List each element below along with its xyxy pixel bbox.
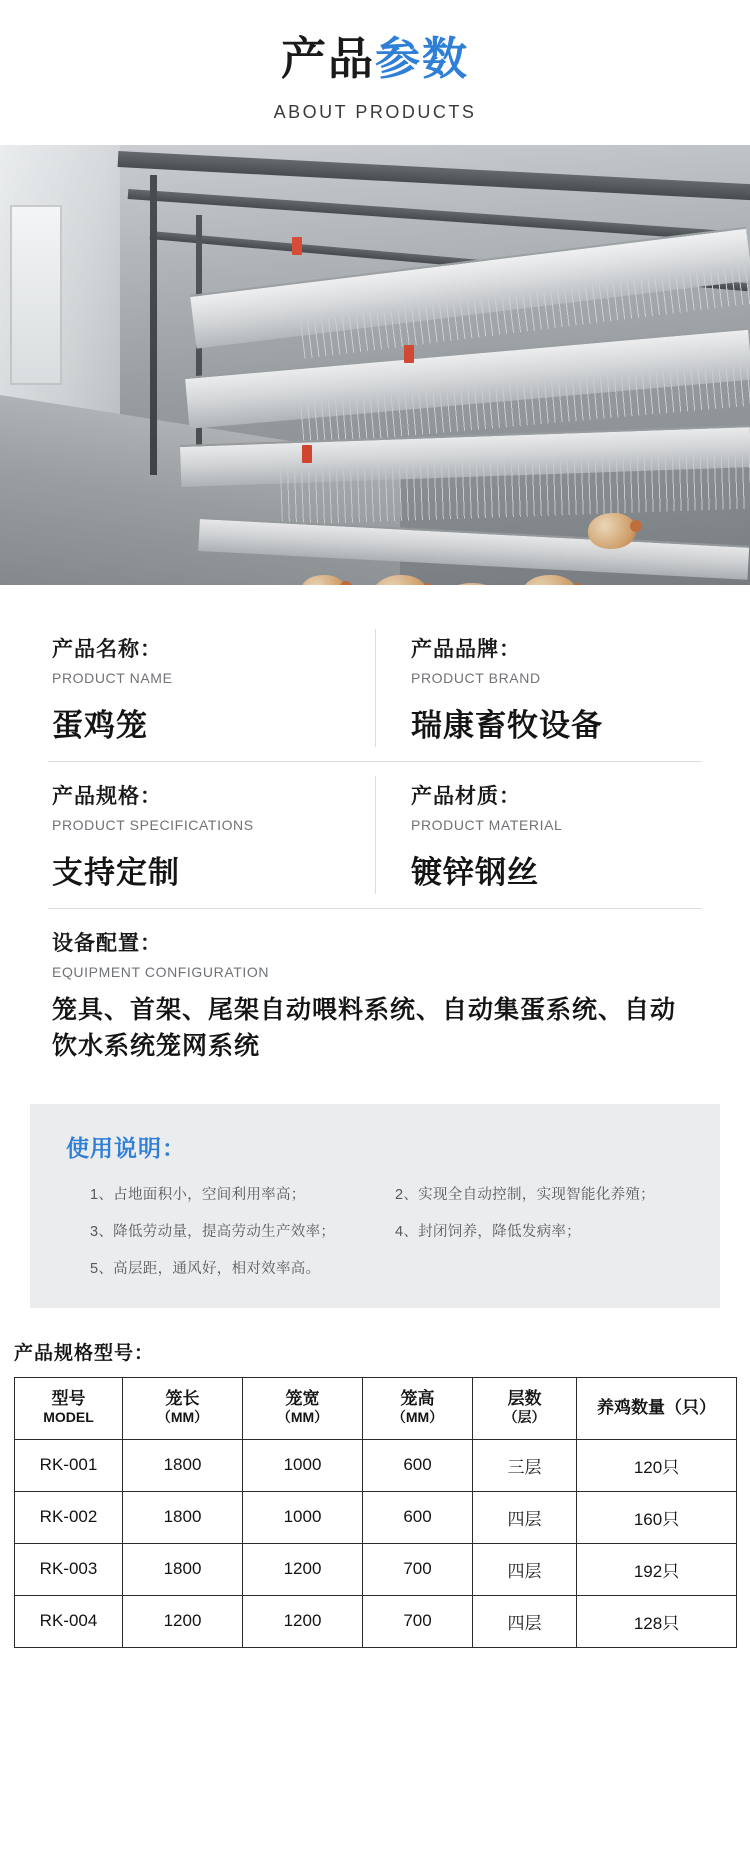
spec-row: [48, 761, 702, 908]
cell-cage-length: 1800: [123, 1439, 243, 1491]
spec-row: [48, 615, 702, 761]
spec-value: 镀锌钢丝: [411, 854, 539, 890]
spec-value: 笼具、首架、尾架自动喂料系统、自动集蛋系统、自动饮水系统笼网系统: [52, 995, 677, 1060]
page-title-cn-black: 产品: [280, 33, 375, 84]
spec-cell-equipment-configuration: [48, 908, 702, 1073]
list-item: 3、降低劳动量，提高劳动生产效率；: [90, 1224, 336, 1240]
table-header-capacity: [577, 1378, 737, 1440]
table-row: [15, 1543, 737, 1595]
table-header-model: [15, 1378, 123, 1440]
spec-label-en: PRODUCT NAME: [52, 669, 173, 686]
hero-overlay: [0, 145, 750, 585]
cell-capacity: 160只: [577, 1491, 737, 1543]
cell-cage-width: 1200: [243, 1595, 363, 1647]
spec-table-caption: 产品规格型号：: [14, 1343, 155, 1364]
table-header-cn: 层数: [507, 1389, 542, 1408]
usage-panel-list: [60, 1183, 690, 1278]
page-title-cn-blue: 参数: [375, 33, 470, 84]
spec-label-en: PRODUCT BRAND: [411, 669, 541, 686]
cell-layers: 四层: [473, 1543, 577, 1595]
spec-value: 瑞康畜牧设备: [411, 707, 603, 743]
hero-photo: [0, 145, 750, 585]
cell-cage-height: 600: [363, 1439, 473, 1491]
spec-label-cn: 产品规格：: [52, 784, 162, 808]
table-header-sub: （MM）: [276, 1409, 329, 1426]
cell-capacity: 192只: [577, 1543, 737, 1595]
cell-model: RK-003: [15, 1543, 123, 1595]
table-header-cn: 型号: [51, 1389, 86, 1408]
spec-label-en: PRODUCT SPECIFICATIONS: [52, 816, 254, 833]
cell-cage-length: 1200: [123, 1595, 243, 1647]
spec-label-cn: 产品材质：: [411, 784, 521, 808]
page-header: [0, 0, 750, 123]
table-header-layers: [473, 1378, 577, 1440]
table-row: [15, 1439, 737, 1491]
table-header-sub: （MM）: [391, 1409, 444, 1426]
spec-cell-product-name: [48, 615, 375, 761]
table-row: [15, 1491, 737, 1543]
page-subtitle-en: ABOUT PRODUCTS: [273, 101, 477, 122]
table-header-cn: 养鸡数量（只）: [597, 1397, 716, 1417]
cell-layers: 四层: [473, 1595, 577, 1647]
table-header-cn: 笼宽: [285, 1389, 320, 1408]
table-header-sub: MODEL: [43, 1409, 94, 1426]
spec-label-cn: 产品名称：: [52, 637, 162, 661]
table-header-cage-width: [243, 1378, 363, 1440]
cell-cage-width: 1200: [243, 1543, 363, 1595]
table-header-cage-length: [123, 1378, 243, 1440]
table-header-cn: 笼长: [165, 1389, 200, 1408]
cell-model: RK-001: [15, 1439, 123, 1491]
list-item: 2、实现全自动控制，实现智能化养殖；: [395, 1187, 655, 1203]
cell-capacity: 120只: [577, 1439, 737, 1491]
cell-cage-length: 1800: [123, 1543, 243, 1595]
page-title: [0, 34, 750, 84]
spec-label-en: EQUIPMENT CONFIGURATION: [52, 963, 270, 980]
list-item: 5、高层距，通风好，相对效率高。: [90, 1261, 321, 1277]
cell-model: RK-002: [15, 1491, 123, 1543]
list-item: 4、封闭饲养，降低发病率；: [395, 1224, 581, 1240]
cell-cage-height: 700: [363, 1543, 473, 1595]
cell-cage-height: 700: [363, 1595, 473, 1647]
spec-cell-product-specifications: [48, 761, 375, 908]
list-item: 1、占地面积小，空间利用率高；: [90, 1187, 306, 1203]
cell-layers: 四层: [473, 1491, 577, 1543]
spec-label-cn: 设备配置：: [52, 931, 162, 955]
spec-value: 支持定制: [52, 854, 180, 890]
table-row: [15, 1595, 737, 1647]
table-header-row: [15, 1378, 737, 1440]
product-spec-grid: [48, 615, 702, 908]
cell-model: RK-004: [15, 1595, 123, 1647]
cell-cage-height: 600: [363, 1491, 473, 1543]
product-spec-table: [14, 1377, 737, 1648]
table-header-cn: 笼高: [400, 1389, 435, 1408]
usage-instructions-panel: [30, 1104, 720, 1308]
spec-cell-product-material: [375, 761, 702, 908]
table-header-sub: （MM）: [156, 1409, 209, 1426]
cell-cage-width: 1000: [243, 1491, 363, 1543]
cell-layers: 三层: [473, 1439, 577, 1491]
usage-panel-title: 使用说明：: [66, 1135, 186, 1161]
spec-label-en: PRODUCT MATERIAL: [411, 816, 563, 833]
table-header-sub: （层）: [503, 1409, 546, 1426]
cell-cage-width: 1000: [243, 1439, 363, 1491]
table-header-cage-height: [363, 1378, 473, 1440]
spec-label-cn: 产品品牌：: [411, 637, 521, 661]
cell-cage-length: 1800: [123, 1491, 243, 1543]
spec-cell-product-brand: [375, 615, 702, 761]
spec-value: 蛋鸡笼: [52, 707, 148, 743]
cell-capacity: 128只: [577, 1595, 737, 1647]
